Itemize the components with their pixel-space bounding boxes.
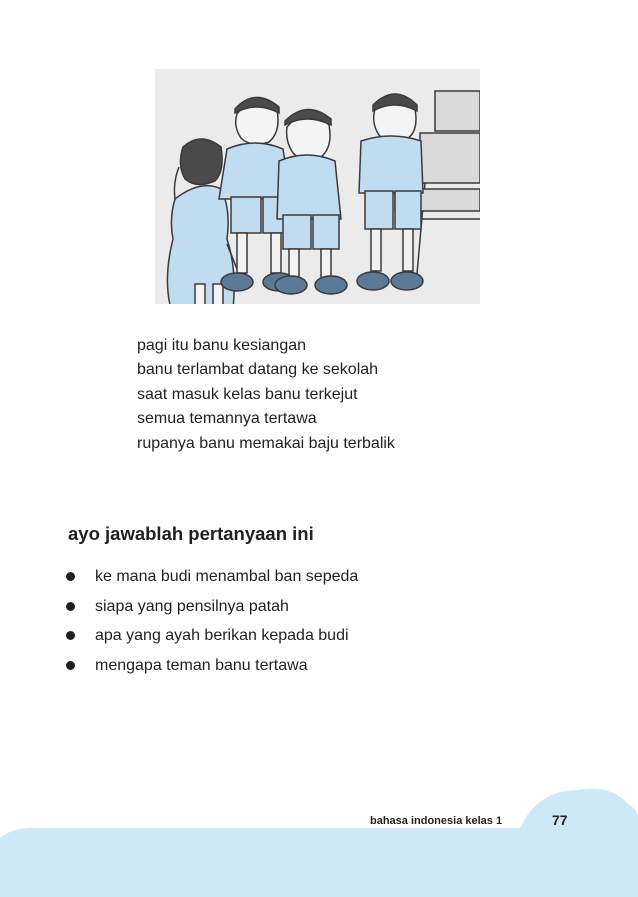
story-line: banu terlambat datang ke sekolah — [137, 361, 379, 379]
bullet-icon — [66, 631, 75, 640]
children-classroom-illustration-icon — [155, 69, 480, 304]
page-number: 77 — [552, 812, 568, 828]
story-line: saat masuk kelas banu terkejut — [137, 385, 358, 403]
bullet-icon — [66, 602, 75, 611]
bullet-icon — [66, 661, 75, 670]
story-line: semua temannya tertawa — [137, 410, 317, 428]
question-text: ke mana budi menambal ban sepeda — [95, 568, 359, 585]
book-label: bahasa indonesia kelas 1 — [370, 815, 503, 827]
question-text: siapa yang pensilnya patah — [95, 597, 289, 615]
story-line: pagi itu banu kesiangan — [137, 337, 307, 354]
question-text: apa yang ayah berikan kepada budi — [95, 627, 349, 644]
exercise-title: ayo jawablah pertanyaan ini — [68, 523, 314, 544]
question-text: mengapa teman banu tertawa — [95, 656, 308, 674]
story-illustration — [155, 69, 480, 304]
bullet-icon — [66, 572, 75, 581]
story-line: rupanya banu memakai baju terbalik — [137, 434, 395, 452]
footer-cloud-band — [0, 760, 638, 897]
story-text — [137, 334, 395, 456]
cloud-icon — [0, 760, 638, 897]
